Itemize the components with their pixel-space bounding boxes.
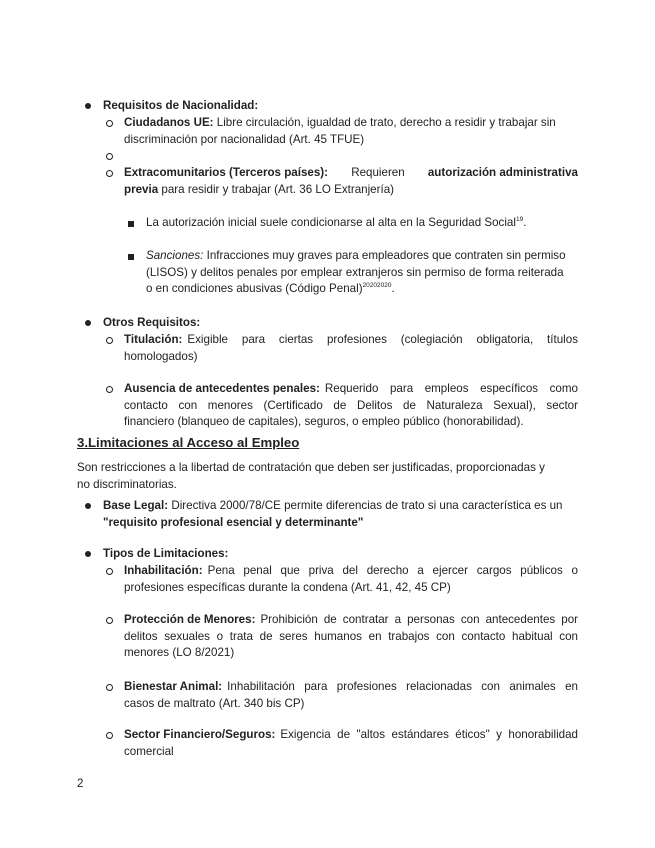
financiero-text-1: Exigencia de "altos estándares éticos" y honorabilidad [280,728,578,741]
sanciones-text-3: o en condiciones abusivas (Código Penal) [146,282,363,295]
autorizacion-text: La autorización inicial suele condicionarse al alta en la Seguridad Social [146,216,516,229]
inhab-label: Inhabilitación: [124,564,203,577]
animal-label: Bienestar Animal: [124,680,223,693]
bullet-sub [106,732,113,739]
menores-label: Protección de Menores: [124,613,256,626]
bullet-main [85,551,91,557]
bullet-sub [106,684,113,691]
section-title-otros: Otros Requisitos: [103,316,201,329]
footnote-ref[interactable]: 19 [515,216,524,224]
antecedentes-label: Ausencia de antecedentes penales: [124,382,320,395]
bullet-sub [106,170,113,177]
sanciones-label: Sanciones: [146,249,204,262]
menores-text-3: menores (LO 8/2021) [124,646,235,659]
bullet-square [128,254,134,260]
extracom-text-1: Requieren [351,166,405,179]
list-item-titulacion [124,332,578,365]
menores-text-2: delitos sexuales o trata de seres humanos en trabajos con contacto habitual con [124,629,578,643]
list-item-sanciones: Sanciones: Infracciones muy graves para empleadores que contraten sin permiso (LISOS) y delitos penales por emplear extranjeros sin permiso de forma reiterada o en condiciones abusivas (Código Penal)$^{20202020}$. [146,248,578,298]
bullet-sub [106,617,113,624]
inhab-text-2: profesiones específicas durante la condena (Art. 41, 42, 45 CP) [124,580,451,594]
bullet-main [85,320,91,326]
list-item-menores [124,612,578,662]
titulacion-text-1: Exigible para ciertas profesiones (colegiación obligatoria, títulos [187,333,578,346]
list-item-base-legal [103,498,578,531]
section-title-nacionalidad: Requisitos de Nacionalidad: [103,99,259,112]
antecedentes-text-2: contacto con menores (Certificado de Delitos de Naturaleza Sexual), sector [124,398,578,412]
financiero-label: Sector Financiero/Seguros: [124,728,276,741]
inhab-text-1: Pena penal que priva del derecho a ejercer cargos públicos o [207,564,578,577]
intro-line-2: no discriminatorias. [77,477,177,491]
bullet-sub [106,337,113,344]
extracom-bold-1: autorización administrativa [427,166,578,179]
list-item-sector-financiero [124,727,578,760]
list-item-ciudadanos-ue [124,115,578,148]
list-item-extracomunitarios [124,165,578,198]
list-item-autorizacion: La autorización inicial suele condicionarse al alta en la Seguridad Social$^{19}$. [146,216,527,229]
bullet-square [128,221,134,227]
bullet-sub [106,386,113,393]
list-item-bienestar-animal [124,679,578,712]
financiero-text-2: comercial [124,744,174,758]
titulacion-text-2: homologados) [124,349,198,363]
extracom-text-2: para residir y trabajar (Art. 36 LO Extranjería) [161,182,395,196]
list-item-antecedentes [124,381,578,431]
base-legal-text-2: "requisito profesional esencial y determinante" [103,515,364,529]
base-legal-label: Base Legal: [103,499,169,512]
sanciones-text-2: (LISOS) y delitos penales por emplear extranjeros sin permiso de forma reiterada [146,265,564,279]
bullet-sub-empty [106,153,113,160]
page-number: 2 [77,777,84,790]
ciudadanos-ue-text: Libre circulación, igualdad de trato, derecho a residir y trabajar sin [216,116,556,129]
footnote-ref[interactable]: 20202020 [362,282,392,290]
antecedentes-text-3: financiero (blanqueo de capitales), seguros, o empleo público (honorabilidad). [124,415,524,428]
section-title-tipos: Tipos de Limitaciones: [103,547,229,560]
extracom-bold-2: previa [124,182,159,196]
bullet-sub [106,120,113,127]
base-legal-text-1: Directiva 2000/78/CE permite diferencias de trato si una característica es un [171,499,563,512]
bullet-main [85,503,91,509]
menores-text-1: Prohibición de contratar a personas con antecedentes por [260,613,578,626]
bullet-main [85,103,91,109]
ciudadanos-ue-label: Ciudadanos UE: [124,116,214,129]
bullet-sub [106,568,113,575]
titulacion-label: Titulación: [124,333,183,346]
intro-line-1: Son restricciones a la libertad de contratación que deben ser justificadas, proporcionadas y [77,461,545,474]
list-item-inhabilitacion [124,563,578,596]
animal-text-1: Inhabilitación para profesiones relacionadas con animales en [227,680,578,693]
animal-text-2: casos de maltrato (Art. 340 bis CP) [124,696,305,710]
ciudadanos-ue-text-2: discriminación por nacionalidad (Art. 45 TFUE) [124,132,365,146]
extracom-label: Extracomunitarios (Terceros países): [124,166,329,179]
section-intro [77,460,578,493]
antecedentes-text-1: Requerido para empleos específicos como [324,382,578,395]
sanciones-text-1: Infracciones muy graves para empleadores que contraten sin permiso [206,249,566,262]
section-heading: 3.Limitaciones al Acceso al Empleo [77,435,300,450]
